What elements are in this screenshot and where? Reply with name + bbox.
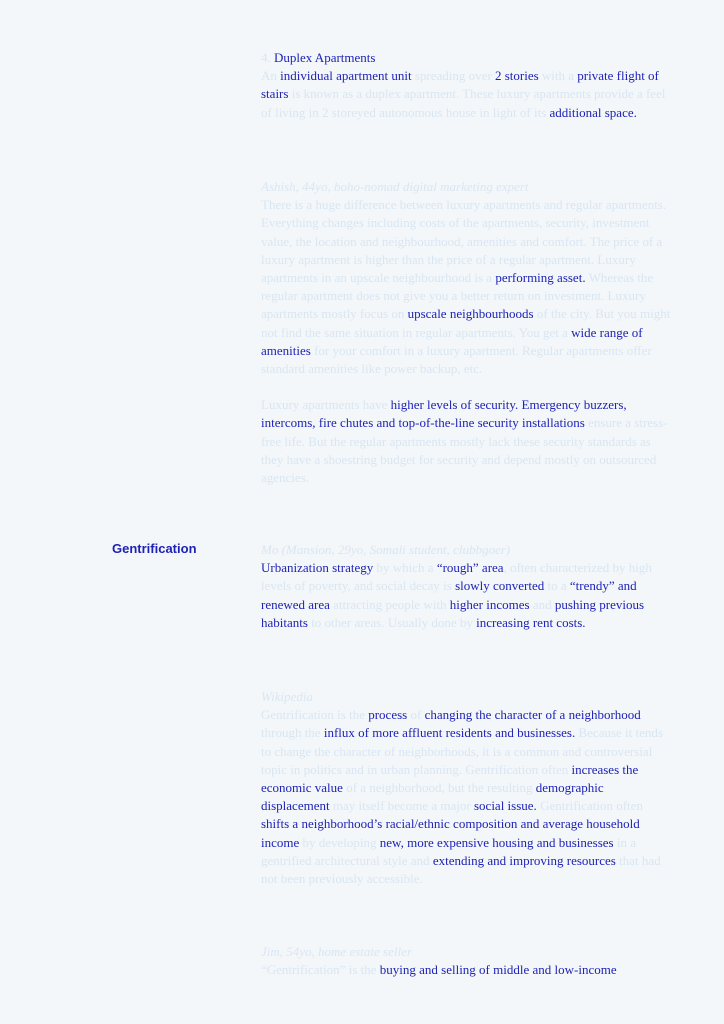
highlighted-text: changing the character of a neighborhood: [424, 707, 641, 723]
faded-text: spreading over: [411, 68, 495, 84]
faded-text: Because it tends to change the character of neighborhoods, it is a common and controversial topic in politics and in urban planning. Gentrification often: [261, 725, 663, 777]
highlighted-text: slowly converted: [455, 578, 545, 594]
faded-text: Gentrification is the: [261, 707, 369, 723]
faded-text: through the: [261, 725, 324, 741]
faded-text: Whereas the regular apartment does not give you a better return on investment. Luxury apartments mostly focus on: [261, 270, 654, 322]
highlighted-text: new, more expensive housing and businesses: [379, 834, 614, 850]
faded-text: Gentrification often: [536, 798, 643, 814]
faded-text: with a: [538, 68, 578, 84]
highlighted-text: buying and selling of middle and low-income: [379, 962, 617, 978]
faded-text: An: [261, 68, 281, 84]
highlighted-text: individual apartment unit: [280, 68, 412, 84]
quote-attribution: Wikipedia: [261, 689, 313, 704]
faded-text: Luxury apartments have: [261, 397, 391, 413]
section-heading: 4. Duplex Apartments: [261, 50, 376, 65]
faded-text: of a neighborhood, but the resulting: [342, 780, 536, 796]
section-duplex: [261, 49, 673, 122]
faded-text: to other areas. Usually done by: [307, 614, 477, 630]
highlighted-text: pushing previous habitants: [261, 596, 645, 630]
faded-text: for your comfort in a luxury apartment. Regular apartments offer standard amenities like power backup, etc.: [261, 342, 652, 377]
jim-paragraph: [261, 961, 673, 979]
highlighted-text: “trendy” and renewed area: [261, 578, 637, 612]
faded-text: and: [529, 596, 555, 612]
highlighted-text: private flight of stairs: [261, 68, 659, 102]
luxury-paragraph-2: [261, 396, 673, 487]
gentrification-paragraph: [261, 559, 673, 632]
faded-text: ensure a stress-free life. But the regular apartments mostly lack these security standards as they have a shoestring budget for security and depend mostly on outsourced agencies.: [261, 415, 668, 486]
section-gentrification-mo: [261, 541, 673, 632]
highlighted-text: 2 stories: [494, 68, 539, 84]
highlighted-text: “rough” area: [436, 560, 504, 576]
highlighted-text: increasing rent costs.: [476, 614, 586, 630]
highlighted-text: extending and improving resources: [432, 852, 616, 868]
highlighted-text: higher levels of security. Emergency buzzers, intercoms, fire chutes and top-of-the-line security installations: [261, 397, 627, 431]
highlighted-text: influx of more affluent residents and businesses.: [323, 725, 576, 741]
section-luxury: [261, 178, 673, 487]
wikipedia-paragraph: [261, 706, 673, 888]
highlighted-text: social issue.: [473, 798, 537, 814]
faded-text: by developing: [299, 834, 380, 850]
luxury-paragraph-1: [261, 196, 673, 378]
quote-attribution: Jim, 54yo, home estate seller: [261, 944, 412, 959]
section-label-gentrification: Gentrification: [112, 541, 197, 556]
highlighted-text: Urbanization strategy: [261, 560, 374, 576]
faded-text: is known as a duplex apartment. These luxury apartments provide a feel of living in 2 storeyed autonomous house in light of its: [261, 86, 666, 120]
highlighted-text: performing asset.: [495, 270, 586, 286]
quote-attribution: Ashish, 44yo, boho-nomad digital marketing expert: [261, 179, 529, 194]
highlighted-text: increases the economic value: [261, 761, 639, 796]
faded-text: by which a: [373, 560, 437, 576]
highlighted-text: upscale neighbourhoods: [407, 306, 534, 322]
section-wikipedia: [261, 688, 673, 888]
faded-text: that had not been previously accessible.: [261, 852, 661, 887]
faded-text: in a gentrified architectural style and: [261, 834, 637, 868]
faded-text: may itself become a major: [329, 798, 474, 814]
faded-text: to a: [544, 578, 570, 594]
faded-text: attracting people with: [329, 596, 450, 612]
faded-text: “Gentrification” is the: [261, 962, 380, 978]
highlighted-text: wide range of amenities: [261, 324, 643, 358]
quote-attribution: Mo (Mansion, 29yo, Somali student, clubbgoer): [261, 542, 511, 557]
highlighted-text: process: [368, 707, 408, 723]
faded-text: There is a huge difference between luxury apartments and regular apartments. Everything changes including costs of the apartments, security, investment value, the location and neighbourhood, amenities and comfort. The price of a luxury apartment is higher than the price of a regular apartment. Luxury apartments in an upscale neighbourhood is a: [261, 197, 667, 286]
highlighted-text: additional space.: [549, 104, 637, 120]
highlighted-text: demographic displacement: [261, 780, 604, 814]
highlighted-text: shifts a neighborhood’s racial/ethnic composition and average household income: [261, 816, 640, 850]
duplex-paragraph: [261, 67, 673, 122]
highlighted-text: higher incomes: [449, 596, 530, 612]
section-jim: [261, 943, 673, 979]
faded-text: of the city. But you might not find the same situation in regular apartments. You get a: [261, 306, 671, 340]
faded-text: of: [407, 707, 425, 723]
faded-text: , often characterized by high levels of poverty, and social decay is: [261, 560, 652, 594]
